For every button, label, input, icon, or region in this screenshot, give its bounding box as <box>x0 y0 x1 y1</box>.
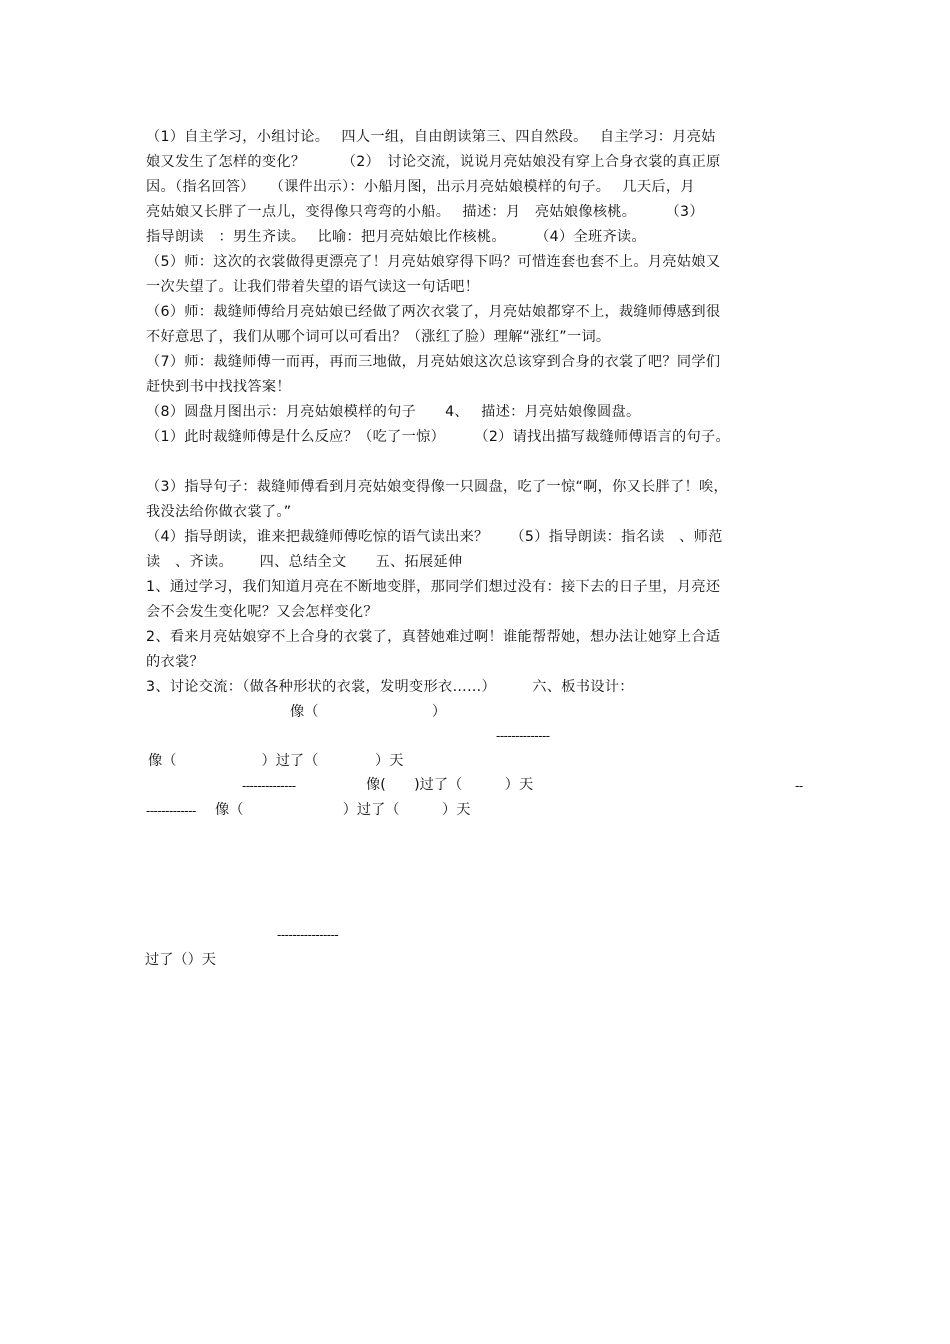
text-line: 读 、齐读。 四、总结全文 五、拓展延伸 <box>146 554 463 570</box>
board-dash-2: -------------- <box>242 778 296 793</box>
board-xiang-1: 像（ ） <box>290 704 447 720</box>
board-dash-3: -- <box>795 778 803 793</box>
text-line: （3）指导句子：裁缝师傅看到月亮姑娘变得像一只圆盘，吃了一惊“啊，你又长胖了！唉， <box>146 479 728 495</box>
text-line: 3、讨论交流：（做各种形状的衣裳，发明变形衣……） 六、板书设计： <box>146 679 634 695</box>
text-line: （1）此时裁缝师傅是什么反应？（吃了一惊） （2）请找出描写裁缝师傅语言的句子。 <box>146 429 730 445</box>
text-line: （7）师：裁缝师傅一而再，再而三地做，月亮姑娘这次总该穿到合身的衣裳了吧？同学们 <box>146 354 721 370</box>
text-line: 我没法给你做衣裳了。” <box>146 504 292 520</box>
text-line: （4）指导朗读，谁来把裁缝师傅吃惊的语气读出来？ （5）指导朗读：指名读 、师范 <box>146 529 723 545</box>
board-row-2: 像( )过了（ ）天 <box>366 777 534 793</box>
text-line: 不好意思了，我们从哪个词可以可看出？（涨红了脸）理解“涨红”一词。 <box>146 329 611 345</box>
text-line: （6）师：裁缝师傅给月亮姑娘已经做了两次衣裳了，月亮姑娘都穿不上，裁缝师傅感到很 <box>146 304 721 320</box>
text-line: 2、看来月亮姑娘穿不上合身的衣裳了，真替她难过啊！谁能帮帮她，想办法让她穿上合适 <box>146 629 721 645</box>
text-line: 1、通过学习，我们知道月亮在不断地变胖，那同学们想过没有：接下去的日子里，月亮还 <box>146 579 721 595</box>
board-row-3: 像（ ）过了（ ）天 <box>215 802 471 818</box>
text-line: 会不会发生变化呢？又会怎样变化？ <box>146 604 378 620</box>
text-line: 赶快到书中找找答案！ <box>146 379 291 395</box>
board-dash-1: -------------- <box>496 728 550 743</box>
text-line: 亮姑娘又长胖了一点儿，变得像只弯弯的小船。 描述：月 亮姑娘像核桃。 （3） <box>146 204 704 220</box>
text-line: （5）师：这次的衣裳做得更漂亮了！月亮姑娘穿得下吗？可惜连套也套不上。月亮姑娘又 <box>146 254 721 270</box>
text-line: 指导朗读 ：男生齐读。 比喻：把月亮姑娘比作核桃。 （4）全班齐读。 <box>146 229 646 245</box>
text-line: 娘又发生了怎样的变化？ （2） 讨论交流，说说月亮姑娘没有穿上合身衣裳的真正原 <box>146 154 721 170</box>
board-row-4: 过了（）天 <box>145 952 216 968</box>
text-line: 因。（指名回答） （课件出示）：小船月图，出示月亮姑娘模样的句子。 几天后，月 <box>146 179 695 195</box>
text-line: （8）圆盘月图出示：月亮姑娘模样的句子 4、 描述：月亮姑娘像圆盘。 <box>146 404 641 420</box>
board-row-3-dash: ------------- <box>146 803 196 818</box>
board-row-1: 像（ ）过了（ ）天 <box>148 753 404 769</box>
board-dash-4: ---------------- <box>277 927 339 942</box>
text-line: 一次失望了。让我们带着失望的语气读这一句话吧！ <box>146 279 480 295</box>
text-line: 的衣裳？ <box>146 654 204 670</box>
text-line: （1）自主学习，小组讨论。 四人一组，自由朗读第三、四自然段。 自主学习：月亮姑 <box>146 129 716 145</box>
